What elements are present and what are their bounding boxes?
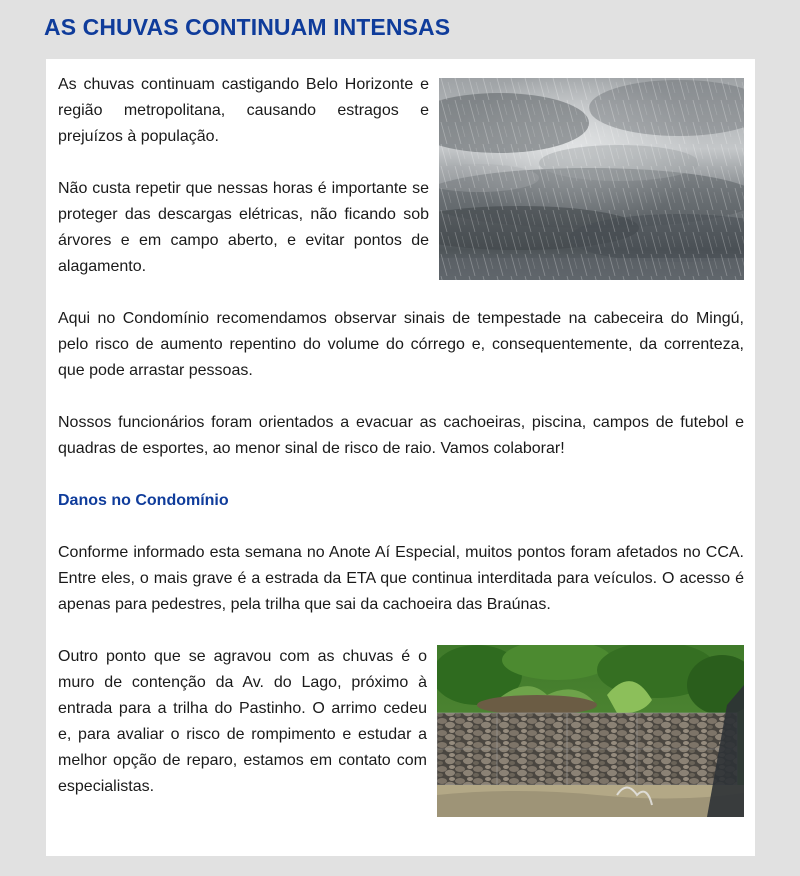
page-title: AS CHUVAS CONTINUAM INTENSAS <box>44 14 451 40</box>
article-paragraph: As chuvas continuam castigando Belo Horizonte e região metropolitana, causando estragos e prejuízos à população. <box>58 76 429 145</box>
article-paragraph: Conforme informado esta semana no Anote Aí Especial, muitos pontos foram afetados no CCA. Entre eles, o mais grave é a estrada da ETA que continua interditada para veículos. O acesso é apenas para pedestres, pela trilha que sai da cachoeira das Braúnas. <box>58 544 744 613</box>
storm-clouds-photo <box>439 78 744 280</box>
article-body <box>58 72 744 826</box>
article-paragraph: Aqui no Condomínio recomendamos observar sinais de tempestade na cabeceira do Mingú, pelo risco de aumento repentino do volume do córrego e, consequentemente, da correnteza, que pode arrastar pessoas. <box>58 310 744 379</box>
article-paragraph: Outro ponto que se agravou com as chuvas é o muro de contenção da Av. do Lago, próximo à entrada para a trilha do Pastinho. O arrimo cedeu e, para avaliar o risco de rompimento e estudar a melhor opção de reparo, estamos em contato com especialistas. <box>58 648 427 795</box>
section-heading: Danos no Condomínio <box>58 492 229 509</box>
article-card <box>46 59 755 856</box>
article-paragraph: Não custa repetir que nessas horas é importante se proteger das descargas elétricas, não ficando sob árvores e em campo aberto, e evitar pontos de alagamento. <box>58 180 429 275</box>
retaining-wall-photo <box>437 645 744 817</box>
article-paragraph: Nossos funcionários foram orientados a evacuar as cachoeiras, piscina, campos de futebol e quadras de esportes, ao menor sinal de risco de raio. Vamos colaborar! <box>58 414 744 457</box>
